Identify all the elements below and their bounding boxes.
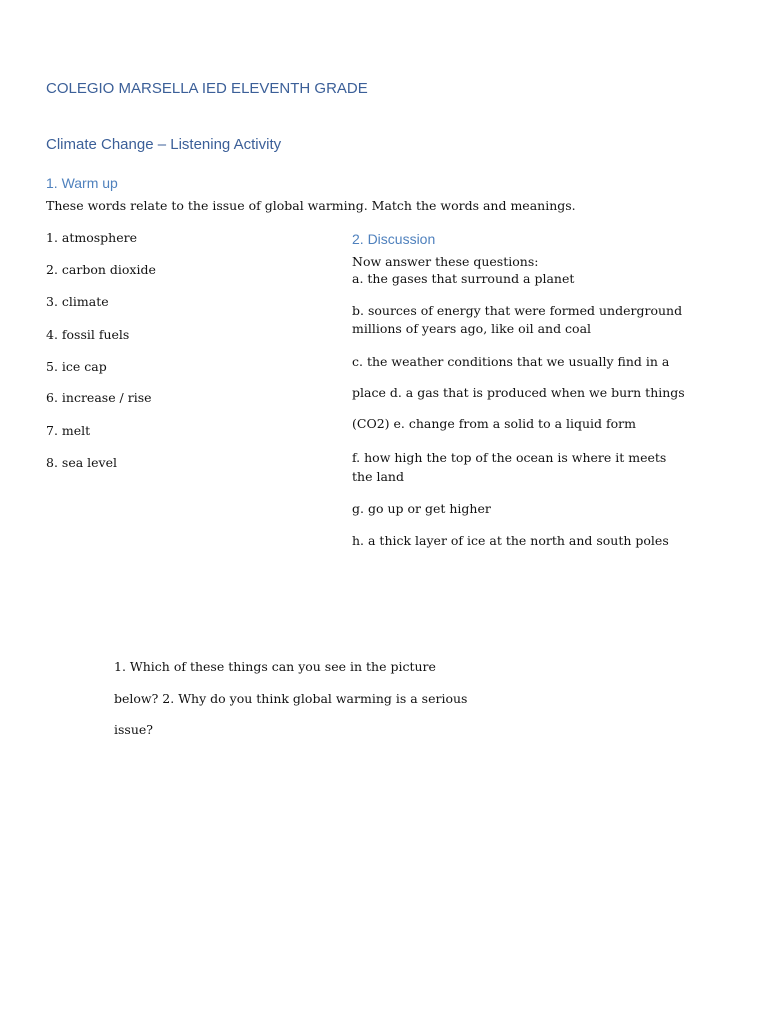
meaning-item: (CO2) e. change from a solid to a liquid form [352,416,637,431]
activity-title: Climate Change – Listening Activity [46,136,282,153]
meaning-item: f. how high the top of the ocean is where it meets [352,450,667,465]
meaning-item: h. a thick layer of ice at the north and south poles [352,533,669,548]
meaning-item: c. the weather conditions that we usually find in a [352,354,670,369]
word-item: 4. fossil fuels [46,327,130,342]
discussion-intro: Now answer these questions: [352,254,539,269]
question-line: issue? [114,722,153,737]
question-line: 1. Which of these things can you see in the picture [114,659,436,674]
meaning-item: g. go up or get higher [352,501,491,516]
word-item: 8. sea level [46,455,117,470]
meaning-item: millions of years ago, like oil and coal [352,321,592,336]
discussion-heading: 2. Discussion [352,231,436,247]
warmup-heading: 1. Warm up [46,175,118,191]
meaning-item: place d. a gas that is produced when we burn things [352,385,685,400]
word-item: 7. melt [46,423,91,438]
warmup-instruction: These words relate to the issue of global warming. Match the words and meanings. [46,198,576,213]
word-item: 5. ice cap [46,359,107,374]
meaning-item: the land [352,469,404,484]
word-item: 3. climate [46,294,109,309]
meaning-item: a. the gases that surround a planet [352,271,575,286]
school-title: COLEGIO MARSELLA IED ELEVENTH GRADE [46,80,368,97]
question-line: below? 2. Why do you think global warming is a serious [114,691,468,706]
meaning-item: b. sources of energy that were formed underground [352,303,683,318]
word-item: 1. atmosphere [46,230,137,245]
word-item: 2. carbon dioxide [46,262,156,277]
word-item: 6. increase / rise [46,390,152,405]
